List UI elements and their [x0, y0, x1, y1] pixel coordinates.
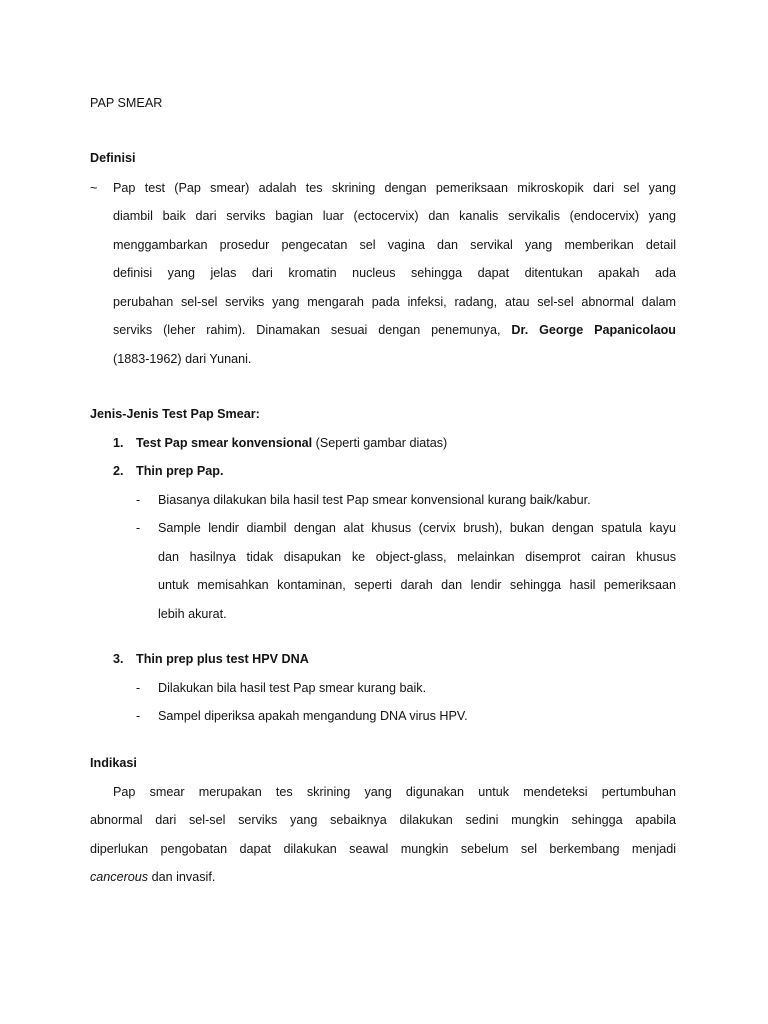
- item3-title: Thin prep plus test HPV DNA: [136, 652, 309, 666]
- item2-sub2-line: dan hasilnya tidak disapukan ke object-glass, melainkan disemprot cairan khusus: [158, 550, 676, 564]
- item1-note: (Seperti gambar diatas): [315, 436, 448, 450]
- item2-sub2-dash: -: [136, 521, 141, 535]
- item2-sub2-line: untuk memisahkan kontaminan, seperti darah dan lendir sehingga hasil pemeriksaan: [158, 578, 676, 592]
- item3-sub2-dash: -: [136, 709, 141, 723]
- item2-sub1-dash: -: [136, 493, 141, 507]
- indikasi-line: Pap smear merupakan tes skrining yang digunakan untuk mendeteksi pertumbuhan: [113, 785, 676, 799]
- italic-term: cancerous: [90, 870, 149, 884]
- indikasi-line-last: [90, 870, 215, 884]
- item3-sub1-dash: -: [136, 681, 141, 695]
- item1-title: Test Pap smear konvensional: [136, 436, 313, 450]
- definisi-bullet: ~: [90, 181, 98, 195]
- item2-title: Thin prep Pap.: [136, 464, 224, 478]
- definisi-line-last: (1883-1962) dari Yunani.: [113, 352, 252, 366]
- item2-sub1-text: Biasanya dilakukan bila hasil test Pap smear konvensional kurang baik/kabur.: [158, 493, 591, 507]
- indikasi-heading: Indikasi: [90, 756, 137, 770]
- definisi-line: Pap test (Pap smear) adalah tes skrining dengan pemeriksaan mikroskopik dari sel yang: [113, 181, 676, 195]
- item1-number: 1.: [113, 436, 124, 450]
- indikasi-line: abnormal dari sel-sel serviks yang sebaiknya dilakukan sedini mungkin sehingga apabila: [90, 813, 676, 827]
- indikasi-last-rest: dan invasif.: [148, 870, 216, 884]
- item2-number: 2.: [113, 464, 124, 478]
- definisi-line: perubahan sel-sel serviks yang mengarah pada infeksi, radang, atau sel-sel abnormal dalam: [113, 295, 676, 309]
- inventor-name: Dr. George Papanicolaou: [511, 323, 676, 337]
- item3-sub1-text: Dilakukan bila hasil test Pap smear kurang baik.: [158, 681, 427, 695]
- jenis-heading: Jenis-Jenis Test Pap Smear:: [90, 407, 260, 421]
- definisi-line-with-name: [113, 323, 676, 337]
- item2-sub2-line-last: lebih akurat.: [158, 607, 227, 621]
- item2-sub2-line: Sample lendir diambil dengan alat khusus (cervix brush), bukan dengan spatula kayu: [158, 521, 676, 535]
- definisi-line: definisi yang jelas dari kromatin nucleus sehingga dapat ditentukan apakah ada: [113, 266, 676, 280]
- definisi-line6-text: serviks (leher rahim). Dinamakan sesuai dengan penemunya,: [113, 323, 501, 337]
- definisi-line: diambil baik dari serviks bagian luar (ectocervix) dan kanalis servikalis (endocervix) yang: [113, 209, 676, 223]
- indikasi-line: diperlukan pengobatan dapat dilakukan seawal mungkin sebelum sel berkembang menjadi: [90, 842, 676, 856]
- definisi-line: menggambarkan prosedur pengecatan sel vagina dan servikal yang memberikan detail: [113, 238, 676, 252]
- item3-number: 3.: [113, 652, 124, 666]
- definisi-heading: Definisi: [90, 151, 136, 165]
- item3-sub2-text: Sampel diperiksa apakah mengandung DNA virus HPV.: [158, 709, 468, 723]
- item1-text: [136, 436, 447, 450]
- document-title: PAP SMEAR: [90, 96, 163, 110]
